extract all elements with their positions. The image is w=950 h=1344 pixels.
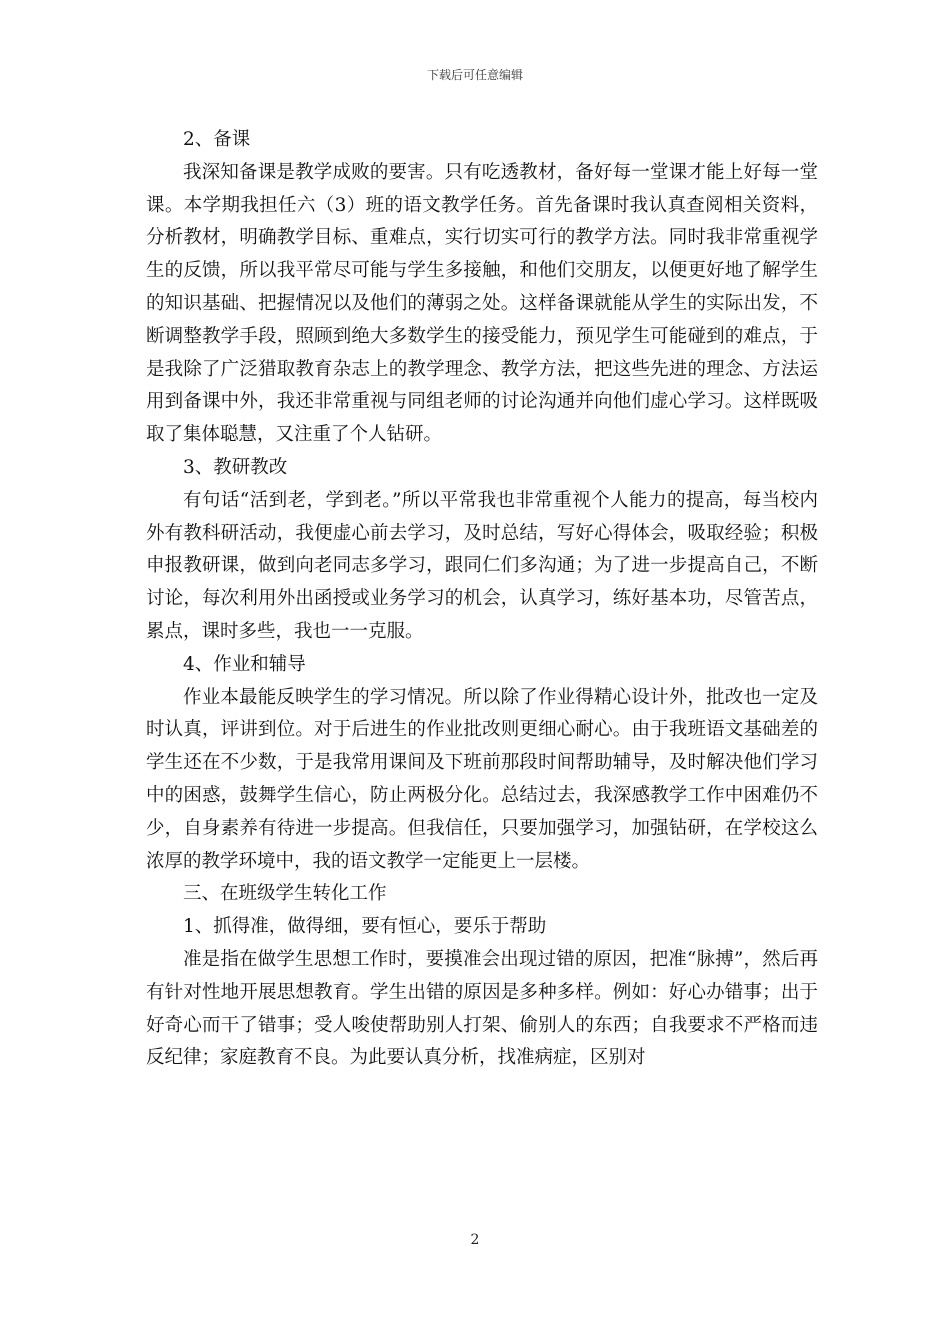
paragraph-teaching-research: 有句话“活到老，学到老。”所以平常我也非常重视个人能力的提高，每当校内外有教科研活动，我便虚心前去学习，及时总结，写好心得体会，吸取经验；积极申报教研课，做到向老同志多学习，跟同仁们多沟通；为了进一步提高自己，不断讨论，每次利用外出函授或业务学习的机会，认真学习，练好基本功，尽管苦点，累点，课时多些，我也一一克服。 (146, 489, 818, 642)
page-header-note: 下载后可任意编辑 (426, 68, 523, 82)
section-heading-student-transformation: 三、在班级学生转化工作 (183, 883, 387, 905)
paragraph-grasp-accurately: 准是指在做学生思想工作时，要摸准会出现过错的原因，把准“脉搏”，然后再有针对性地开展思想教育。学生出错的原因是多种多样。例如：好心办错事；出于好奇心而干了错事；受人唆使帮助别人打架、偷别人的东西；自我要求不严格而违反纪律；家庭教育不良。为此要认真分析，找准病症，区别对 (146, 948, 818, 1069)
section-heading-lesson-prep: 2、备课 (183, 129, 251, 150)
document-body (146, 124, 818, 1075)
section-heading-homework-tutoring: 4、作业和辅导 (183, 653, 306, 675)
paragraph-lesson-prep: 我深知备课是教学成败的要害。只有吃透教材，备好每一堂课才能上好每一堂课。本学期我担任六（3）班的语文教学任务。首先备课时我认真查阅相关资料，分析教材，明确教学目标、重难点，实行切实可行的教学方法。同时我非常重视学生的反馈，所以我平常尽可能与学生多接触，和他们交朋友，以便更好地了解学生的知识基础、把握情况以及他们的薄弱之处。这样备课就能从学生的实际出发，不断调整教学手段，照顾到绝大多数学生的接受能力，预见学生可能碰到的难点，于是我除了广泛猎取教育杂志上的教学理念、教学方法，把这些先进的理念、方法运用到备课中外，我还非常重视与同组老师的讨论沟通并向他们虚心学习。这样既吸取了集体聪慧，又注重了个人钻研。 (146, 161, 818, 446)
section-heading-teaching-research: 3、教研教改 (183, 456, 288, 478)
paragraph-homework-tutoring: 作业本最能反映学生的学习情况。所以除了作业得精心设计外，批改也一定及时认真，评讲到位。对于后进生的作业批改则更细心耐心。由于我班语文基础差的学生还在不少数，于是我常用课间及下班前那段时间帮助辅导，及时解决他们学习中的困惑，鼓舞学生信心，防止两极分化。总结过去，我深感教学工作中困难仍不少，自身素养有待进一步提高。但我信任，只要加强学习，加强钻研，在学校这么浓厚的教学环境中，我的语文教学一定能更上一层楼。 (146, 686, 818, 872)
page-number: 2 (470, 1232, 480, 1248)
subsection-heading-grasp-accurately: 1、抓得准，做得细，要有恒心，要乐于帮助 (183, 916, 547, 938)
